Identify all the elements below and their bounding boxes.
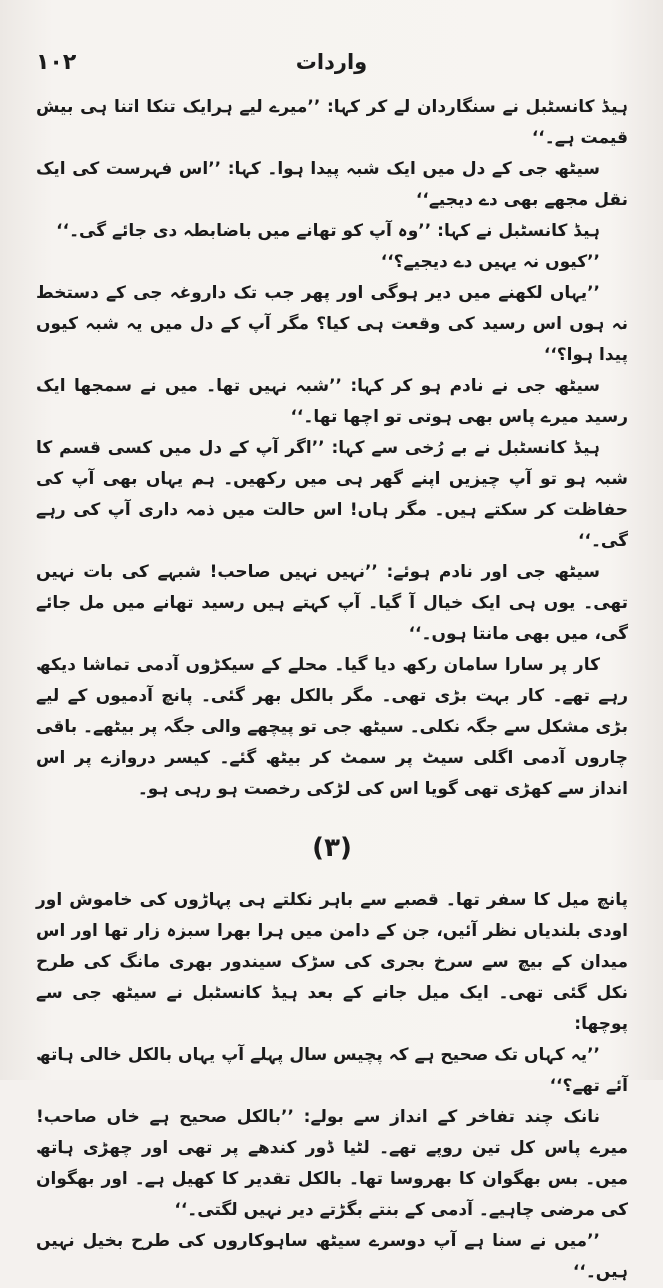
paragraph: سیٹھ جی کے دل میں ایک شبہ پیدا ہوا۔ کہا: ’’اس فہرست کی ایک نقل مجھے بھی دے دیجیے‘‘ xyxy=(36,159,628,210)
body-text xyxy=(36,92,628,1288)
paragraph: ’’میں نے سنا ہے آپ دوسرے سیٹھ ساہوکاروں کی طرح بخیل نہیں ہیں۔‘‘ xyxy=(36,1231,628,1282)
paragraph: ’’یہ کہاں تک صحیح ہے کہ پچیس سال پہلے آپ یہاں بالکل خالی ہاتھ آئے تھے؟‘‘ xyxy=(36,1045,628,1096)
paragraph: کار پر سارا سامان رکھ دیا گیا۔ محلے کے سیکڑوں آدمی تماشا دیکھ رہے تھے۔ کار بہت بڑی تھی۔ مگر بالکل بھر گئی۔ پانچ آدمیوں کے لیے بڑی مشکل سے جگہ نکلی۔ سیٹھ جی تو پیچھے والی جگہ پر بیٹھے۔ باقی چاروں آدمی اگلی سیٹ پر سمٹ کر بیٹھ گئے۔ کیسر دروازے پر اس انداز سے کھڑی تھی گویا اس کی لڑکی رخصت ہو رہی ہو۔ xyxy=(36,655,628,799)
running-title: واردات xyxy=(295,50,368,74)
paragraph: ’’یہاں لکھنے میں دیر ہوگی اور پھر جب تک داروغہ جی کے دستخط نہ ہوں اس رسید کی وقعت ہی کیا؟ مگر آپ کے دل میں یہ شبہ کیوں پیدا ہوا؟‘‘ xyxy=(36,283,628,365)
paragraph: ہیڈ کانسٹبل نے بے رُخی سے کہا: ’’اگر آپ کے دل میں کسی قسم کا شبہ ہو تو آپ چیزیں اپنے گھر ہی میں رکھیں۔ ہم یہاں بھی آپ کی حفاظت کر سکتے ہیں۔ مگر ہاں! اس حالت میں ذمہ داری آپ کی رہے گی۔‘‘ xyxy=(36,438,628,551)
page-number: ١٠٢ xyxy=(36,50,77,75)
section-heading: (٣) xyxy=(312,833,352,863)
paragraph: نانک چند تفاخر کے انداز سے بولے: ’’بالکل صحیح ہے خاں صاحب! میرے پاس کل تین روپے تھے۔ لٹیا ڈور کندھے پر تھی اور چھڑی ہاتھ میں۔ بس بھگوان کا بھروسا تھا۔ بالکل تقدیر کا کھیل ہے۔ اور بھگوان کی مرضی چاہیے۔ آدمی کے بنتے بگڑتے دیر نہیں لگتی۔‘‘ xyxy=(36,1107,628,1220)
paragraph: سیٹھ جی نے نادم ہو کر کہا: ’’شبہ نہیں تھا۔ میں نے سمجھا ایک رسید میرے پاس بھی ہوتی تو اچھا تھا۔‘‘ xyxy=(36,376,628,427)
page-header xyxy=(36,50,627,86)
paragraph: ہیڈ کانسٹبل نے کہا: ’’وہ آپ کو تھانے میں باضابطہ دی جائے گی۔‘‘ xyxy=(56,221,600,241)
paragraph: پانچ میل کا سفر تھا۔ قصبے سے باہر نکلتے ہی پہاڑوں کی خاموش اور اودی بلندیاں نظر آئیں، جن کے دامن میں ہرا بھرا سبزہ زار تھا اور اس میدان کے بیچ سے سرخ بجری کی سڑک سیندور بھری مانگ کی طرح نکل گئی تھی۔ ایک میل جانے کے بعد ہیڈ کانسٹبل نے سیٹھ جی سے پوچھا: xyxy=(36,890,628,1034)
paragraph: ’’کیوں نہ یہیں دے دیجیے؟‘‘ xyxy=(380,252,600,272)
paragraph: ہیڈ کانسٹبل نے سنگاردان لے کر کہا: ’’میرے لیے ہرایک تنکا اتنا ہی بیش قیمت ہے۔‘‘ xyxy=(36,97,628,148)
paragraph: سیٹھ جی اور نادم ہوئے: ’’نہیں نہیں صاحب! شبہے کی بات نہیں تھی۔ یوں ہی ایک خیال آ گیا۔ آپ کہتے ہیں رسید تھانے میں مل جائے گی، میں بھی مانتا ہوں۔‘‘ xyxy=(36,562,628,644)
